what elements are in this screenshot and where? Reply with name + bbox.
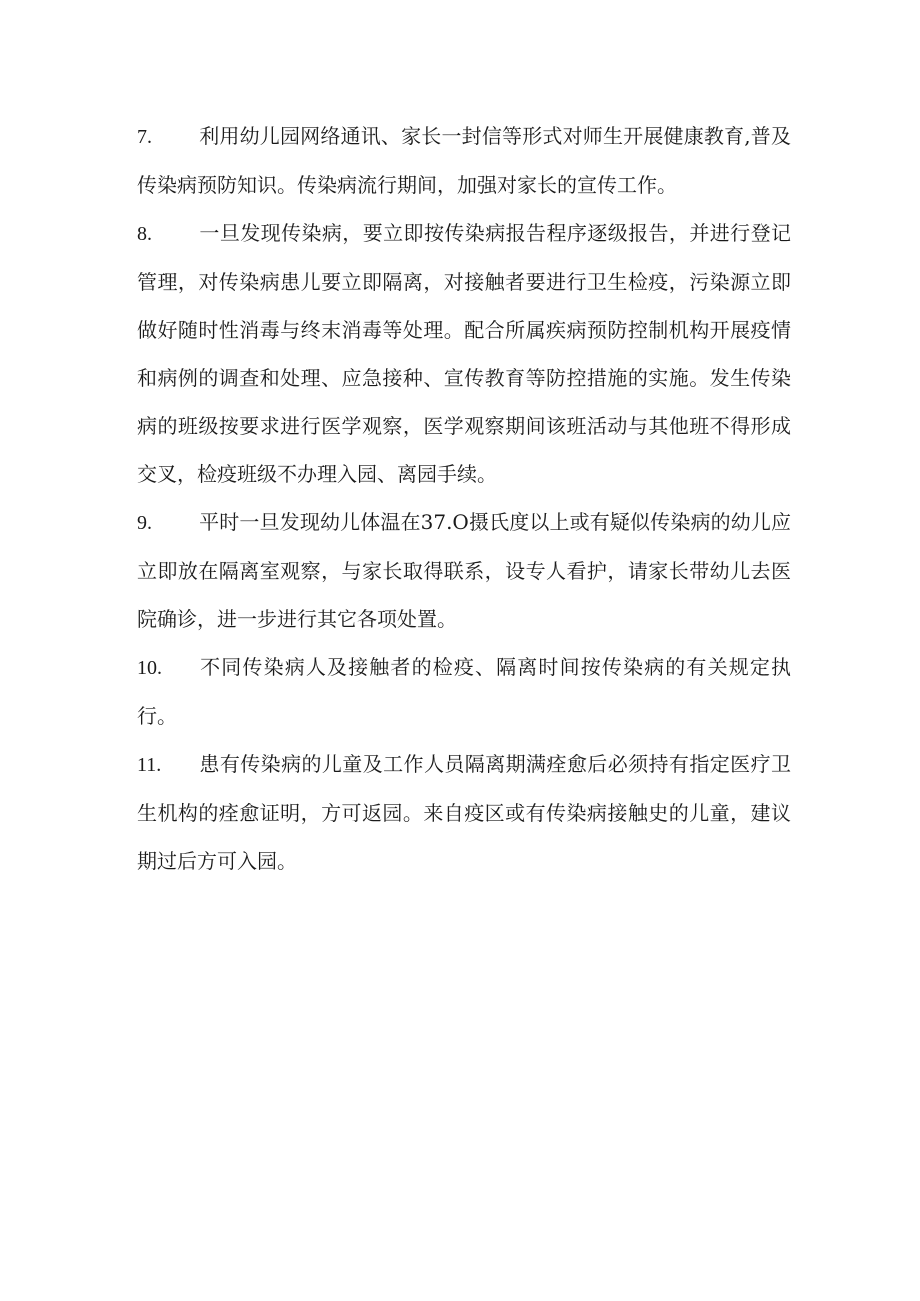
item-number: 7. [137, 126, 152, 148]
item-text: 一旦发现传染病，要立即按传染病报告程序逐级报告，并进行登记管理，对传染病患儿要立即隔离，对接触者要进行卫生检疫，污染源立即做好随时性消毒与终末消毒等处理。配合所属疾病预防控制机构开展疫情和病例的调查和处理、应急接种、宣传教育等防控措施的实施。发生传染病的班级按要求进行医学观察，医学观察期间该班活动与其他班不得形成交叉，检疫班级不办理入园、离园手续。 [137, 221, 791, 486]
list-item-11 [137, 740, 791, 885]
item-text: 利用幼儿园网络通讯、家长一封信等形式对师生开展健康教育,普及传染病预防知识。传染病流行期间，加强对家长的宣传工作。 [137, 124, 791, 197]
list-item-7 [137, 112, 791, 209]
list-item-9 [137, 498, 791, 643]
item-number: 11. [137, 754, 162, 776]
list-item-8 [137, 209, 791, 498]
item-text: 不同传染病人及接触者的检疫、隔离时间按传染病的有关规定执行。 [137, 655, 791, 728]
item-number: 8. [137, 223, 152, 245]
item-number: 9. [137, 512, 152, 534]
item-text: 患有传染病的儿童及工作人员隔离期满痊愈后必须持有指定医疗卫生机构的痊愈证明，方可返园。来自疫区或有传染病接触史的儿童，建议期过后方可入园。 [137, 752, 791, 873]
list-item-10 [137, 643, 791, 740]
document-body [137, 112, 791, 885]
item-text: 平时一旦发现幼儿体温在37.O摄氏度以上或有疑似传染病的幼儿应立即放在隔离室观察，与家长取得联系，设专人看护，请家长带幼儿去医院确诊，进一步进行其它各项处置。 [137, 510, 791, 631]
item-number: 10. [137, 657, 162, 679]
